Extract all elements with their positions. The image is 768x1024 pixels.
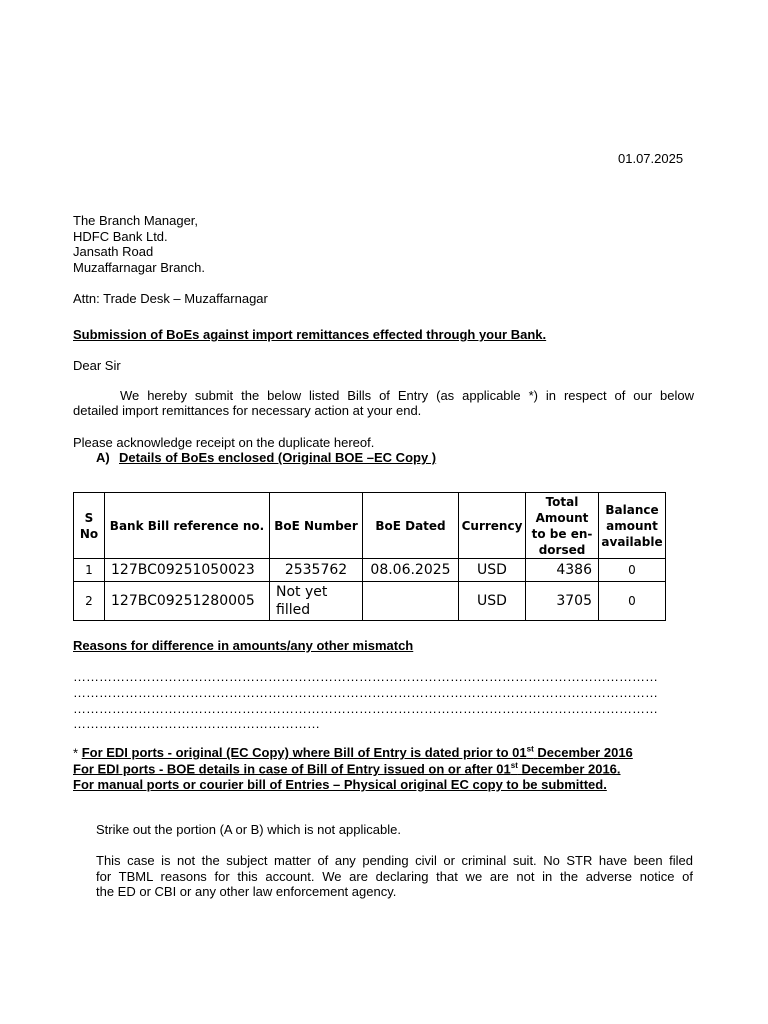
note-line2-post: December 2016. xyxy=(521,761,621,777)
address-line: HDFC Bank Ltd. xyxy=(73,228,168,244)
section-a-title: Details of BoEs enclosed (Original BOE –EC Copy ) xyxy=(119,450,437,465)
table-row xyxy=(74,559,666,582)
address-line: Muzaffarnagar Branch. xyxy=(73,259,205,275)
header-bank-ref: Bank Bill reference no. xyxy=(105,493,270,559)
cell-balance: 0 xyxy=(599,559,666,582)
section-a-marker: A) xyxy=(96,450,110,465)
body-paragraph-line2: detailed import remittances for necessary action at your end. xyxy=(73,403,422,418)
header-total: Total Amount to be en- dorsed xyxy=(526,493,599,559)
address-line: The Branch Manager, xyxy=(73,213,199,228)
letter-date: 01.07.2025 xyxy=(618,151,684,166)
note-line1-pre: For EDI ports - original (EC Copy) where Bill of Entry is dated prior to 01 xyxy=(81,745,527,761)
note-line-1 xyxy=(73,745,633,760)
salutation: Dear Sir xyxy=(73,358,121,373)
cell-balance: 0 xyxy=(599,582,666,621)
header-currency: Currency xyxy=(459,493,526,559)
boe-table xyxy=(73,492,666,621)
note-line-3: For manual ports or courier bill of Entries – Physical original EC copy to be submitted. xyxy=(73,777,607,792)
declaration-line2: for TBML reasons for this account. We are declaring that we are not in the adverse notice of xyxy=(96,869,693,884)
address-line: Jansath Road xyxy=(73,244,154,259)
attention-line: Attn: Trade Desk – Muzaffarnagar xyxy=(73,291,268,306)
dotted-line: ……………………………………………………………………………………………………………………… xyxy=(73,685,658,700)
reasons-heading: Reasons for difference in amounts/any other mismatch xyxy=(73,638,414,653)
note-line1-sup: st xyxy=(526,745,534,754)
cell-total: 3705 xyxy=(526,582,599,621)
dotted-line: ……………………………………………………………………………………………………………………… xyxy=(73,669,658,684)
header-boe-number: BoE Number xyxy=(270,493,363,559)
cell-bank-ref: 127BC09251050023 xyxy=(105,559,270,582)
cell-boe-dated xyxy=(363,582,459,621)
dotted-line: ………………………………………………… xyxy=(73,716,320,731)
table-row xyxy=(74,582,666,621)
declaration-line3: the ED or CBI or any other law enforcement agency. xyxy=(96,884,397,899)
letter-subject: Submission of BoEs against import remittances effected through your Bank. xyxy=(73,327,547,342)
note-line2-pre: For EDI ports - BOE details in case of Bill of Entry issued on or after 01 xyxy=(73,761,511,777)
cell-bank-ref: 127BC09251280005 xyxy=(105,582,270,621)
cell-currency: USD xyxy=(459,582,526,621)
header-boe-dated: BoE Dated xyxy=(363,493,459,559)
cell-currency: USD xyxy=(459,559,526,582)
note-line-2 xyxy=(73,761,621,776)
strike-out-instruction: Strike out the portion (A or B) which is not applicable. xyxy=(96,822,401,837)
header-balance: Balance amount available xyxy=(599,493,666,559)
cell-total: 4386 xyxy=(526,559,599,582)
note-line2-sup: st xyxy=(510,761,518,770)
body-paragraph-line1: We hereby submit the below listed Bills of Entry (as applicable *) in respect of our below xyxy=(120,388,694,403)
table-header-row xyxy=(74,493,666,559)
recipient-address xyxy=(73,213,205,275)
cell-sno: 2 xyxy=(74,582,105,621)
cell-sno: 1 xyxy=(74,559,105,582)
cell-boe-number: Not yet filled xyxy=(270,582,363,621)
note-line1-post: December 2016 xyxy=(537,745,633,761)
note-asterisk: * xyxy=(73,745,79,761)
cell-boe-number: 2535762 xyxy=(270,559,363,582)
cell-boe-dated: 08.06.2025 xyxy=(363,559,459,582)
declaration-line1: This case is not the subject matter of any pending civil or criminal suit. No STR have been filed xyxy=(96,853,693,868)
header-sno: S No xyxy=(74,493,105,559)
acknowledge-text: Please acknowledge receipt on the duplicate hereof. xyxy=(73,435,375,450)
dotted-line: ……………………………………………………………………………………………………………………… xyxy=(73,701,658,716)
note-line1-text xyxy=(82,745,633,760)
